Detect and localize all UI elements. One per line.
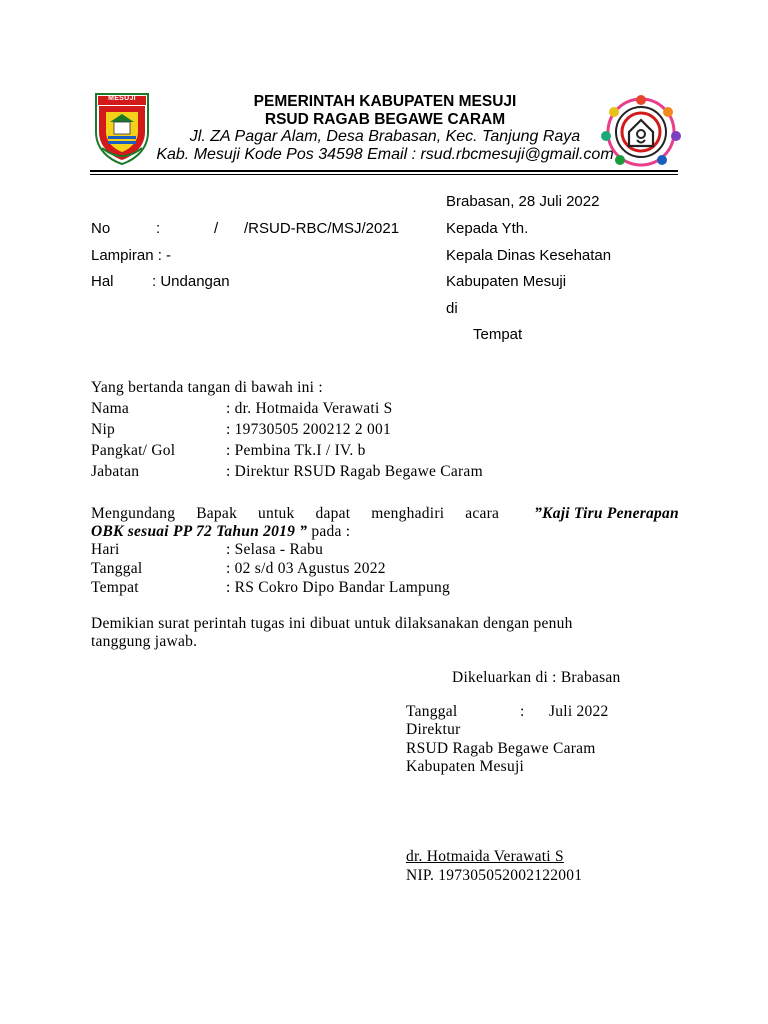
number-slash: / xyxy=(214,220,219,237)
issued-place: Dikeluarkan di : Brabasan xyxy=(452,669,621,686)
invitation-word: menghadiri xyxy=(371,505,445,522)
issued-date-label: Tanggal xyxy=(406,703,458,720)
event-title-part2: OBK sesuai PP 72 Tahun 2019 ” xyxy=(91,523,308,540)
number-label: No xyxy=(91,220,111,237)
signer-field-label: Pangkat/ Gol xyxy=(91,442,176,459)
signer-region: Kabupaten Mesuji xyxy=(406,758,525,775)
invitation-suffix: pada : xyxy=(307,523,351,540)
hospital-logo xyxy=(600,92,682,168)
signer-field-label: Nama xyxy=(91,400,130,417)
signer-name: dr. Hotmaida Verawati S xyxy=(406,848,564,865)
invitation-word: untuk xyxy=(258,505,295,522)
recipient-name: Kepala Dinas Kesehatan xyxy=(446,247,612,264)
signer-field-value: : dr. Hotmaida Verawati S xyxy=(226,400,393,417)
number-colon: : xyxy=(156,220,161,237)
attachment-line: Lampiran : - xyxy=(91,247,172,264)
event-field-label: Tanggal xyxy=(91,560,143,577)
event-field-label: Hari xyxy=(91,541,120,558)
event-field-value: : 02 s/d 03 Agustus 2022 xyxy=(226,560,386,577)
header-contact: Kab. Mesuji Kode Pos 34598 Email : rsud.rbcmesuji@gmail.com xyxy=(156,146,614,163)
subject-value: : Undangan xyxy=(152,273,230,290)
header-government: PEMERINTAH KABUPATEN MESUJI xyxy=(253,93,517,110)
signer-field-label: Nip xyxy=(91,421,115,438)
event-field-value: : RS Cokro Dipo Bandar Lampung xyxy=(226,579,451,596)
closing-line: Demikian surat perintah tugas ini dibuat untuk dilaksanakan dengan penuh xyxy=(91,615,573,632)
event-title-part1: ”Kaji Tiru Penerapan xyxy=(534,505,679,522)
invitation-second-line xyxy=(91,523,350,541)
invitation-word: Mengundang xyxy=(91,505,176,522)
letter-date: Brabasan, 28 Juli 2022 xyxy=(446,193,600,210)
recipient-di: di xyxy=(446,300,458,317)
signer-field-value: : Direktur RSUD Ragab Begawe Caram xyxy=(226,463,483,480)
subject-label: Hal xyxy=(91,273,114,290)
event-field-value: : Selasa - Rabu xyxy=(226,541,324,558)
signer-field-value: : 19730505 200212 2 001 xyxy=(226,421,392,438)
signer-field-label: Jabatan xyxy=(91,463,140,480)
recipient-salutation: Kepada Yth. xyxy=(446,220,529,237)
hospital-emblem-icon xyxy=(600,92,682,168)
recipient-region: Kabupaten Mesuji xyxy=(446,273,567,290)
signer-institution: RSUD Ragab Begawe Caram xyxy=(406,740,596,757)
recipient-place: Tempat xyxy=(473,326,523,343)
invitation-word: Bapak xyxy=(196,505,238,522)
signer-intro: Yang bertanda tangan di bawah ini : xyxy=(91,379,323,396)
invitation-word: acara xyxy=(465,505,500,522)
header-divider-thick xyxy=(90,170,678,172)
number-value: /RSUD-RBC/MSJ/2021 xyxy=(244,220,400,237)
mesuji-shield-icon xyxy=(94,92,150,166)
issued-date-value: Juli 2022 xyxy=(549,703,609,720)
header-address: Jl. ZA Pagar Alam, Desa Brabasan, Kec. Tanjung Raya xyxy=(189,128,581,145)
signer-field-value: : Pembina Tk.I / IV. b xyxy=(226,442,366,459)
issued-date-colon: : xyxy=(520,703,525,720)
invitation-first-line xyxy=(91,505,679,523)
closing-line: tanggung jawab. xyxy=(91,633,198,650)
mesuji-regency-logo xyxy=(94,92,150,166)
logo-left-text: MESUJI xyxy=(108,95,136,102)
header-hospital: RSUD RAGAB BEGAWE CARAM xyxy=(264,111,506,128)
signer-position: Direktur xyxy=(406,721,461,738)
header-divider-thin xyxy=(90,174,678,175)
signer-nip: NIP. 197305052002122001 xyxy=(406,867,583,884)
invitation-word: dapat xyxy=(315,505,351,522)
event-field-label: Tempat xyxy=(91,579,139,596)
